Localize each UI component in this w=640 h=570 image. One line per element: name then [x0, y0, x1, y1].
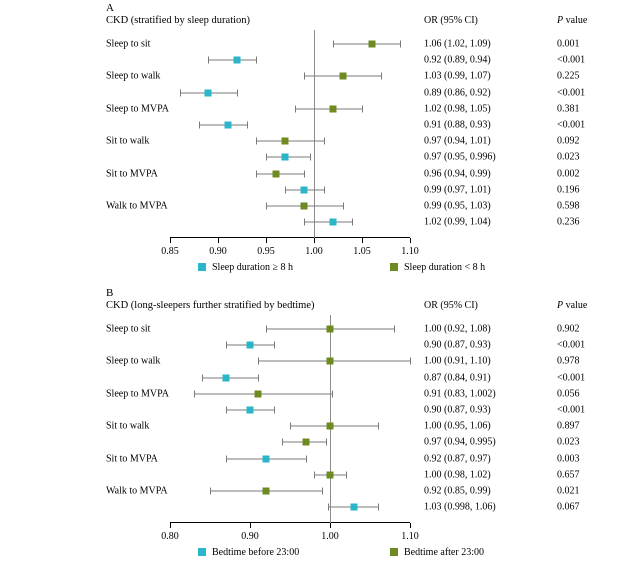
confidence-interval-cap: [194, 390, 195, 397]
confidence-interval-cap: [304, 219, 305, 226]
or-value-text: 0.92 (0.89, 0.94): [424, 54, 491, 66]
estimate-marker: [205, 89, 212, 96]
legend-swatch: [390, 263, 398, 271]
x-axis-tick-label: 1.00: [321, 531, 339, 542]
or-value-text: 1.02 (0.98, 1.05): [424, 103, 491, 115]
x-axis-tick-label: 1.00: [305, 246, 323, 257]
p-value-text: 0.225: [557, 70, 580, 82]
or-value-text: 0.99 (0.95, 1.03): [424, 200, 491, 212]
estimate-marker: [223, 374, 230, 381]
confidence-interval-cap: [274, 342, 275, 349]
confidence-interval-cap: [324, 138, 325, 145]
confidence-interval-cap: [362, 105, 363, 112]
panel-a-plot-area: [161, 30, 419, 257]
confidence-interval-cap: [266, 326, 267, 333]
panel-a-title: CKD (stratified by sleep duration): [106, 15, 251, 26]
confidence-interval-cap: [400, 41, 401, 48]
category-label: Sleep to MVPA: [106, 103, 169, 115]
confidence-interval-cap: [226, 342, 227, 349]
p-value-text: 0.003: [557, 453, 580, 465]
p-value-text: 0.002: [557, 168, 580, 180]
category-label: Walk to MVPA: [106, 485, 168, 497]
confidence-interval-line: [194, 393, 332, 394]
p-value-text: 0.067: [557, 501, 580, 513]
confidence-interval-cap: [247, 122, 248, 129]
p-value-text: <0.001: [557, 339, 586, 351]
x-axis-tick-label: 1.10: [401, 246, 419, 257]
confidence-interval-cap: [202, 374, 203, 381]
confidence-interval-line: [256, 173, 304, 174]
confidence-interval-cap: [352, 219, 353, 226]
category-label: Sleep to walk: [106, 355, 161, 367]
panel-b-plot-area: [161, 315, 419, 542]
legend-item: [198, 262, 293, 273]
category-label: Walk to MVPA: [106, 200, 168, 212]
estimate-marker: [330, 105, 337, 112]
estimate-marker: [282, 154, 289, 161]
or-value-text: 0.92 (0.87, 0.97): [424, 453, 491, 465]
p-value-text: 0.978: [557, 355, 580, 367]
legend-label: Sleep duration ≥ 8 h: [212, 262, 294, 273]
legend-label: Sleep duration < 8 h: [404, 262, 486, 273]
confidence-interval-cap: [295, 105, 296, 112]
estimate-marker: [330, 219, 337, 226]
x-axis-tick: [250, 523, 251, 528]
x-axis-tick: [330, 523, 331, 528]
confidence-interval-cap: [199, 122, 200, 129]
confidence-interval-cap: [210, 488, 211, 495]
or-value-text: 1.03 (0.998, 1.06): [424, 501, 496, 513]
confidence-interval-cap: [322, 488, 323, 495]
or-value-text: 1.03 (0.99, 1.07): [424, 70, 491, 82]
x-axis-tick: [362, 238, 363, 243]
legend-swatch: [390, 548, 398, 556]
x-axis-tick: [314, 238, 315, 243]
estimate-marker: [327, 471, 334, 478]
confidence-interval-cap: [256, 170, 257, 177]
legend-label: Bedtime after 23:00: [404, 547, 484, 558]
confidence-interval-cap: [378, 423, 379, 430]
confidence-interval-cap: [304, 73, 305, 80]
confidence-interval-cap: [410, 358, 411, 365]
estimate-marker: [247, 342, 254, 349]
p-value-text: 0.092: [557, 135, 580, 147]
estimate-marker: [327, 326, 334, 333]
legend-swatch: [198, 548, 206, 556]
category-label: Sleep to sit: [106, 38, 151, 50]
confidence-interval-line: [199, 125, 247, 126]
or-value-text: 0.97 (0.94, 0.995): [424, 436, 496, 448]
p-value-text: 0.023: [557, 436, 580, 448]
estimate-marker: [282, 138, 289, 145]
legend-label: Bedtime before 23:00: [212, 547, 300, 558]
p-value-text: <0.001: [557, 404, 586, 416]
or-value-text: 0.99 (0.97, 1.01): [424, 184, 491, 196]
estimate-marker: [255, 390, 262, 397]
panel-a-p-column-header: P value: [557, 15, 588, 26]
confidence-interval-cap: [180, 89, 181, 96]
x-axis-tick: [410, 523, 411, 528]
p-value-text: 0.023: [557, 151, 580, 163]
confidence-interval-cap: [237, 89, 238, 96]
confidence-interval-line: [202, 377, 258, 378]
or-value-text: 0.91 (0.83, 1.002): [424, 388, 496, 400]
panel-b-or-column-header: OR (95% CI): [424, 300, 478, 311]
confidence-interval-cap: [285, 186, 286, 193]
x-axis-tick-label: 0.80: [161, 531, 179, 542]
x-axis-tick-label: 1.10: [401, 531, 419, 542]
confidence-interval-line: [258, 361, 410, 362]
panel-b-x-axis: [170, 522, 410, 523]
p-value-text: 0.598: [557, 200, 580, 212]
x-axis-tick-label: 0.85: [161, 246, 179, 257]
or-value-text: 0.87 (0.84, 0.91): [424, 372, 491, 384]
or-value-text: 0.97 (0.95, 0.996): [424, 151, 496, 163]
confidence-interval-cap: [282, 439, 283, 446]
confidence-interval-line: [333, 44, 400, 45]
legend-item: [390, 547, 484, 558]
x-axis-tick: [218, 238, 219, 243]
confidence-interval-line: [295, 108, 362, 109]
confidence-interval-line: [290, 426, 378, 427]
confidence-interval-cap: [343, 203, 344, 210]
estimate-marker: [224, 122, 231, 129]
confidence-interval-cap: [258, 374, 259, 381]
confidence-interval-cap: [328, 504, 329, 511]
estimate-marker: [272, 170, 279, 177]
confidence-interval-cap: [304, 170, 305, 177]
confidence-interval-cap: [314, 471, 315, 478]
panel-a-x-axis: [170, 237, 410, 238]
reference-line: [330, 315, 331, 523]
or-value-text: 1.00 (0.91, 1.10): [424, 355, 491, 367]
confidence-interval-cap: [274, 407, 275, 414]
confidence-interval-cap: [394, 326, 395, 333]
p-value-text: 0.902: [557, 323, 580, 335]
or-value-text: 0.96 (0.94, 0.99): [424, 168, 491, 180]
estimate-marker: [327, 423, 334, 430]
confidence-interval-cap: [258, 358, 259, 365]
x-axis-tick-label: 1.05: [353, 246, 371, 257]
estimate-marker: [234, 57, 241, 64]
estimate-marker: [301, 186, 308, 193]
panel-b-p-column-header: P value: [557, 300, 588, 311]
or-value-text: 0.90 (0.87, 0.93): [424, 404, 491, 416]
confidence-interval-cap: [256, 57, 257, 64]
reference-line: [314, 30, 315, 238]
or-value-text: 1.00 (0.95, 1.06): [424, 420, 491, 432]
category-label: Sleep to walk: [106, 70, 161, 82]
p-value-text: 0.001: [557, 38, 580, 50]
confidence-interval-cap: [381, 73, 382, 80]
p-value-text: <0.001: [557, 372, 586, 384]
confidence-interval-cap: [208, 57, 209, 64]
estimate-marker: [368, 41, 375, 48]
panel-b-title: CKD (long-sleepers further stratified by bedtime): [106, 300, 315, 311]
estimate-marker: [351, 504, 358, 511]
confidence-interval-line: [256, 141, 323, 142]
or-value-text: 0.90 (0.87, 0.93): [424, 339, 491, 351]
estimate-marker: [303, 439, 310, 446]
panel-b-letter: B: [106, 287, 114, 299]
x-axis-tick-label: 0.95: [257, 246, 275, 257]
or-value-text: 0.89 (0.86, 0.92): [424, 87, 491, 99]
p-value-text: 0.021: [557, 485, 580, 497]
p-value-text: <0.001: [557, 87, 586, 99]
legend-swatch: [198, 263, 206, 271]
p-value-text: 0.381: [557, 103, 580, 115]
panel-a-letter: A: [106, 2, 114, 14]
estimate-marker: [263, 488, 270, 495]
p-value-text: 0.236: [557, 216, 580, 228]
confidence-interval-cap: [266, 203, 267, 210]
confidence-interval-cap: [226, 407, 227, 414]
or-value-text: 0.91 (0.88, 0.93): [424, 119, 491, 131]
estimate-marker: [327, 358, 334, 365]
confidence-interval-cap: [333, 41, 334, 48]
category-label: Sleep to sit: [106, 323, 151, 335]
confidence-interval-cap: [226, 455, 227, 462]
estimate-marker: [263, 455, 270, 462]
or-value-text: 0.97 (0.94, 1.01): [424, 135, 491, 147]
confidence-interval-cap: [378, 504, 379, 511]
estimate-marker: [301, 203, 308, 210]
confidence-interval-cap: [256, 138, 257, 145]
confidence-interval-line: [208, 60, 256, 61]
confidence-interval-cap: [290, 423, 291, 430]
confidence-interval-cap: [306, 455, 307, 462]
legend-item: [390, 262, 485, 273]
category-label: Sit to MVPA: [106, 168, 158, 180]
category-label: Sit to walk: [106, 135, 150, 147]
estimate-marker: [339, 73, 346, 80]
x-axis-tick: [170, 523, 171, 528]
p-value-text: 0.056: [557, 388, 580, 400]
or-value-text: 0.92 (0.85, 0.99): [424, 485, 491, 497]
confidence-interval-line: [304, 222, 352, 223]
x-axis-tick-label: 0.90: [241, 531, 259, 542]
x-axis-tick: [410, 238, 411, 243]
p-value-text: <0.001: [557, 54, 586, 66]
x-axis-tick-label: 0.90: [209, 246, 227, 257]
confidence-interval-cap: [326, 439, 327, 446]
confidence-interval-cap: [324, 186, 325, 193]
p-value-text: 0.897: [557, 420, 580, 432]
x-axis-tick: [170, 238, 171, 243]
estimate-marker: [247, 407, 254, 414]
x-axis-tick: [266, 238, 267, 243]
legend-item: [198, 547, 299, 558]
or-value-text: 1.00 (0.92, 1.08): [424, 323, 491, 335]
or-value-text: 1.02 (0.99, 1.04): [424, 216, 491, 228]
confidence-interval-cap: [332, 390, 333, 397]
or-value-text: 1.00 (0.98, 1.02): [424, 469, 491, 481]
panel-a-or-column-header: OR (95% CI): [424, 15, 478, 26]
or-value-text: 1.06 (1.02, 1.09): [424, 38, 491, 50]
p-value-text: 0.657: [557, 469, 580, 481]
category-label: Sit to MVPA: [106, 453, 158, 465]
category-label: Sleep to MVPA: [106, 388, 169, 400]
confidence-interval-cap: [346, 471, 347, 478]
confidence-interval-cap: [266, 154, 267, 161]
p-value-text: <0.001: [557, 119, 586, 131]
p-value-text: 0.196: [557, 184, 580, 196]
category-label: Sit to walk: [106, 420, 150, 432]
panel-b: [0, 285, 640, 570]
confidence-interval-cap: [310, 154, 311, 161]
